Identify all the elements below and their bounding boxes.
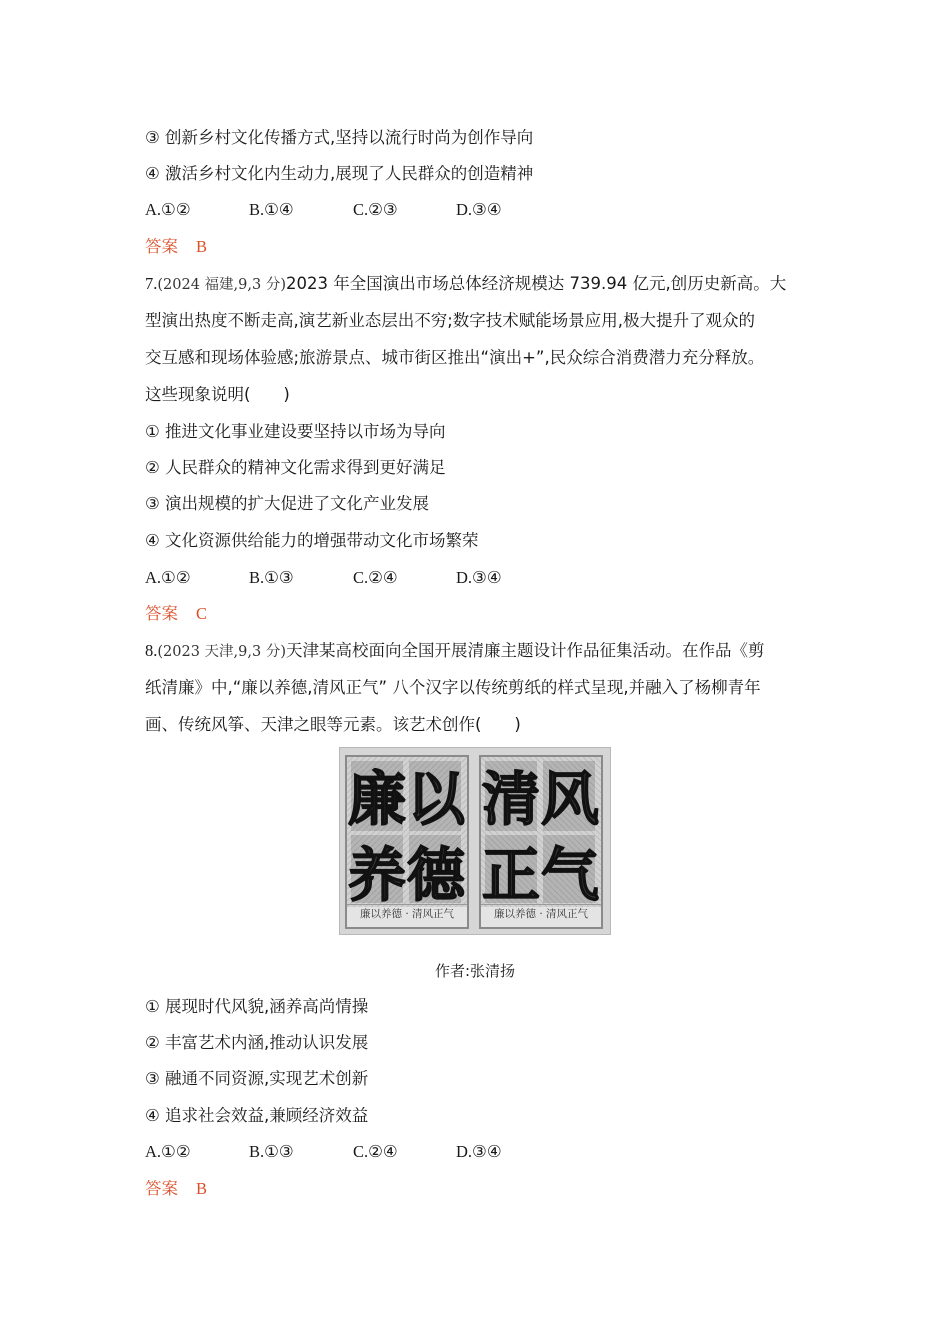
artwork-panel-right xyxy=(479,755,603,929)
q8-option-2: ② 丰富艺术内涵,推动认识发展 xyxy=(145,1033,369,1052)
papercut-texture-left xyxy=(347,757,467,907)
q8-option-1: ① 展现时代风貌,涵养高尚情操 xyxy=(145,997,369,1016)
choice-b: B.①③ xyxy=(249,568,294,587)
q8-choices xyxy=(145,1140,502,1164)
artwork-char: 以 xyxy=(406,765,466,833)
answer-value: B xyxy=(196,1179,208,1198)
q7-option-4: ④ 文化资源供给能力的增强带动文化市场繁荣 xyxy=(145,531,479,550)
q7-stem-line-3: 交互感和现场体验感;旅游景点、城市街区推出“演出+”,民众综合消费潜力充分释放。 xyxy=(145,348,765,367)
q7-stem-line-4: 这些现象说明( ) xyxy=(145,385,290,404)
question-source: (2024 福建,9,3 分) xyxy=(157,277,286,293)
choice-c: C.②③ xyxy=(353,200,398,219)
q7-option-3: ③ 演出规模的扩大促进了文化产业发展 xyxy=(145,494,430,513)
artwork-char: 正 xyxy=(481,841,541,907)
choice-a: A.①② xyxy=(145,1142,191,1161)
q8-stem-line-3: 画、传统风筝、天津之眼等元素。该艺术创作( ) xyxy=(145,715,521,734)
artwork-char: 风 xyxy=(540,765,600,833)
q8-option-3: ③ 融通不同资源,实现艺术创新 xyxy=(145,1069,369,1088)
artwork-char: 清 xyxy=(481,765,541,833)
q8-stem-line-1 xyxy=(145,639,764,664)
artwork-char: 廉 xyxy=(347,765,407,833)
q7-choices xyxy=(145,566,502,590)
stem-text: 2023 年全国演出市场总体经济规模达 739.94 亿元,创历史新高。大 xyxy=(285,274,787,293)
papercut-artwork-image xyxy=(339,747,611,935)
choice-d: D.③④ xyxy=(456,1142,502,1161)
q6-option-4: ④ 激活乡村文化内生动力,展现了人民群众的创造精神 xyxy=(145,164,534,183)
q8-answer xyxy=(145,1177,207,1201)
choice-c: C.②④ xyxy=(353,568,398,587)
artwork-char: 德 xyxy=(406,841,466,907)
q6-answer xyxy=(145,235,207,259)
figure-caption: 作者:张清扬 xyxy=(434,962,516,980)
choice-a: A.①② xyxy=(145,568,191,587)
choice-d: D.③④ xyxy=(456,568,502,587)
question-source: (2023 天津,9,3 分) xyxy=(157,644,286,660)
choice-c: C.②④ xyxy=(353,1142,398,1161)
question-number: 7. xyxy=(145,274,158,293)
artwork-char: 养 xyxy=(347,841,407,907)
artwork-panel-left xyxy=(345,755,469,929)
artwork-char: 气 xyxy=(540,841,600,907)
answer-label: 答案 xyxy=(145,1179,178,1198)
papercut-texture-right xyxy=(481,757,601,907)
artwork-caption-right: 廉以养德 · 清风正气 xyxy=(481,904,601,923)
stem-text: 天津某高校面向全国开展清廉主题设计作品征集活动。在作品《剪 xyxy=(285,641,765,660)
q7-answer xyxy=(145,602,207,626)
q7-option-1: ① 推进文化事业建设要坚持以市场为导向 xyxy=(145,422,446,441)
answer-label: 答案 xyxy=(145,604,178,623)
choice-b: B.①③ xyxy=(249,1142,294,1161)
q6-option-3: ③ 创新乡村文化传播方式,坚持以流行时尚为创作导向 xyxy=(145,128,534,147)
answer-value: B xyxy=(196,237,208,256)
artwork-caption-left: 廉以养德 · 清风正气 xyxy=(347,904,467,923)
q8-stem-line-2: 纸清廉》中,“廉以养德,清风正气” 八个汉字以传统剪纸的样式呈现,并融入了杨柳青年 xyxy=(145,678,761,697)
choice-d: D.③④ xyxy=(456,200,502,219)
answer-label: 答案 xyxy=(145,237,178,256)
q7-stem-line-1 xyxy=(145,272,786,297)
q7-option-2: ② 人民群众的精神文化需求得到更好满足 xyxy=(145,458,446,477)
question-number: 8. xyxy=(145,641,158,660)
q6-choices xyxy=(145,198,502,222)
q7-stem-line-2: 型演出热度不断走高,演艺新业态层出不穷;数字技术赋能场景应用,极大提升了观众的 xyxy=(145,311,756,330)
q8-option-4: ④ 追求社会效益,兼顾经济效益 xyxy=(145,1106,369,1125)
choice-b: B.①④ xyxy=(249,200,294,219)
answer-value: C xyxy=(196,604,208,623)
choice-a: A.①② xyxy=(145,200,191,219)
